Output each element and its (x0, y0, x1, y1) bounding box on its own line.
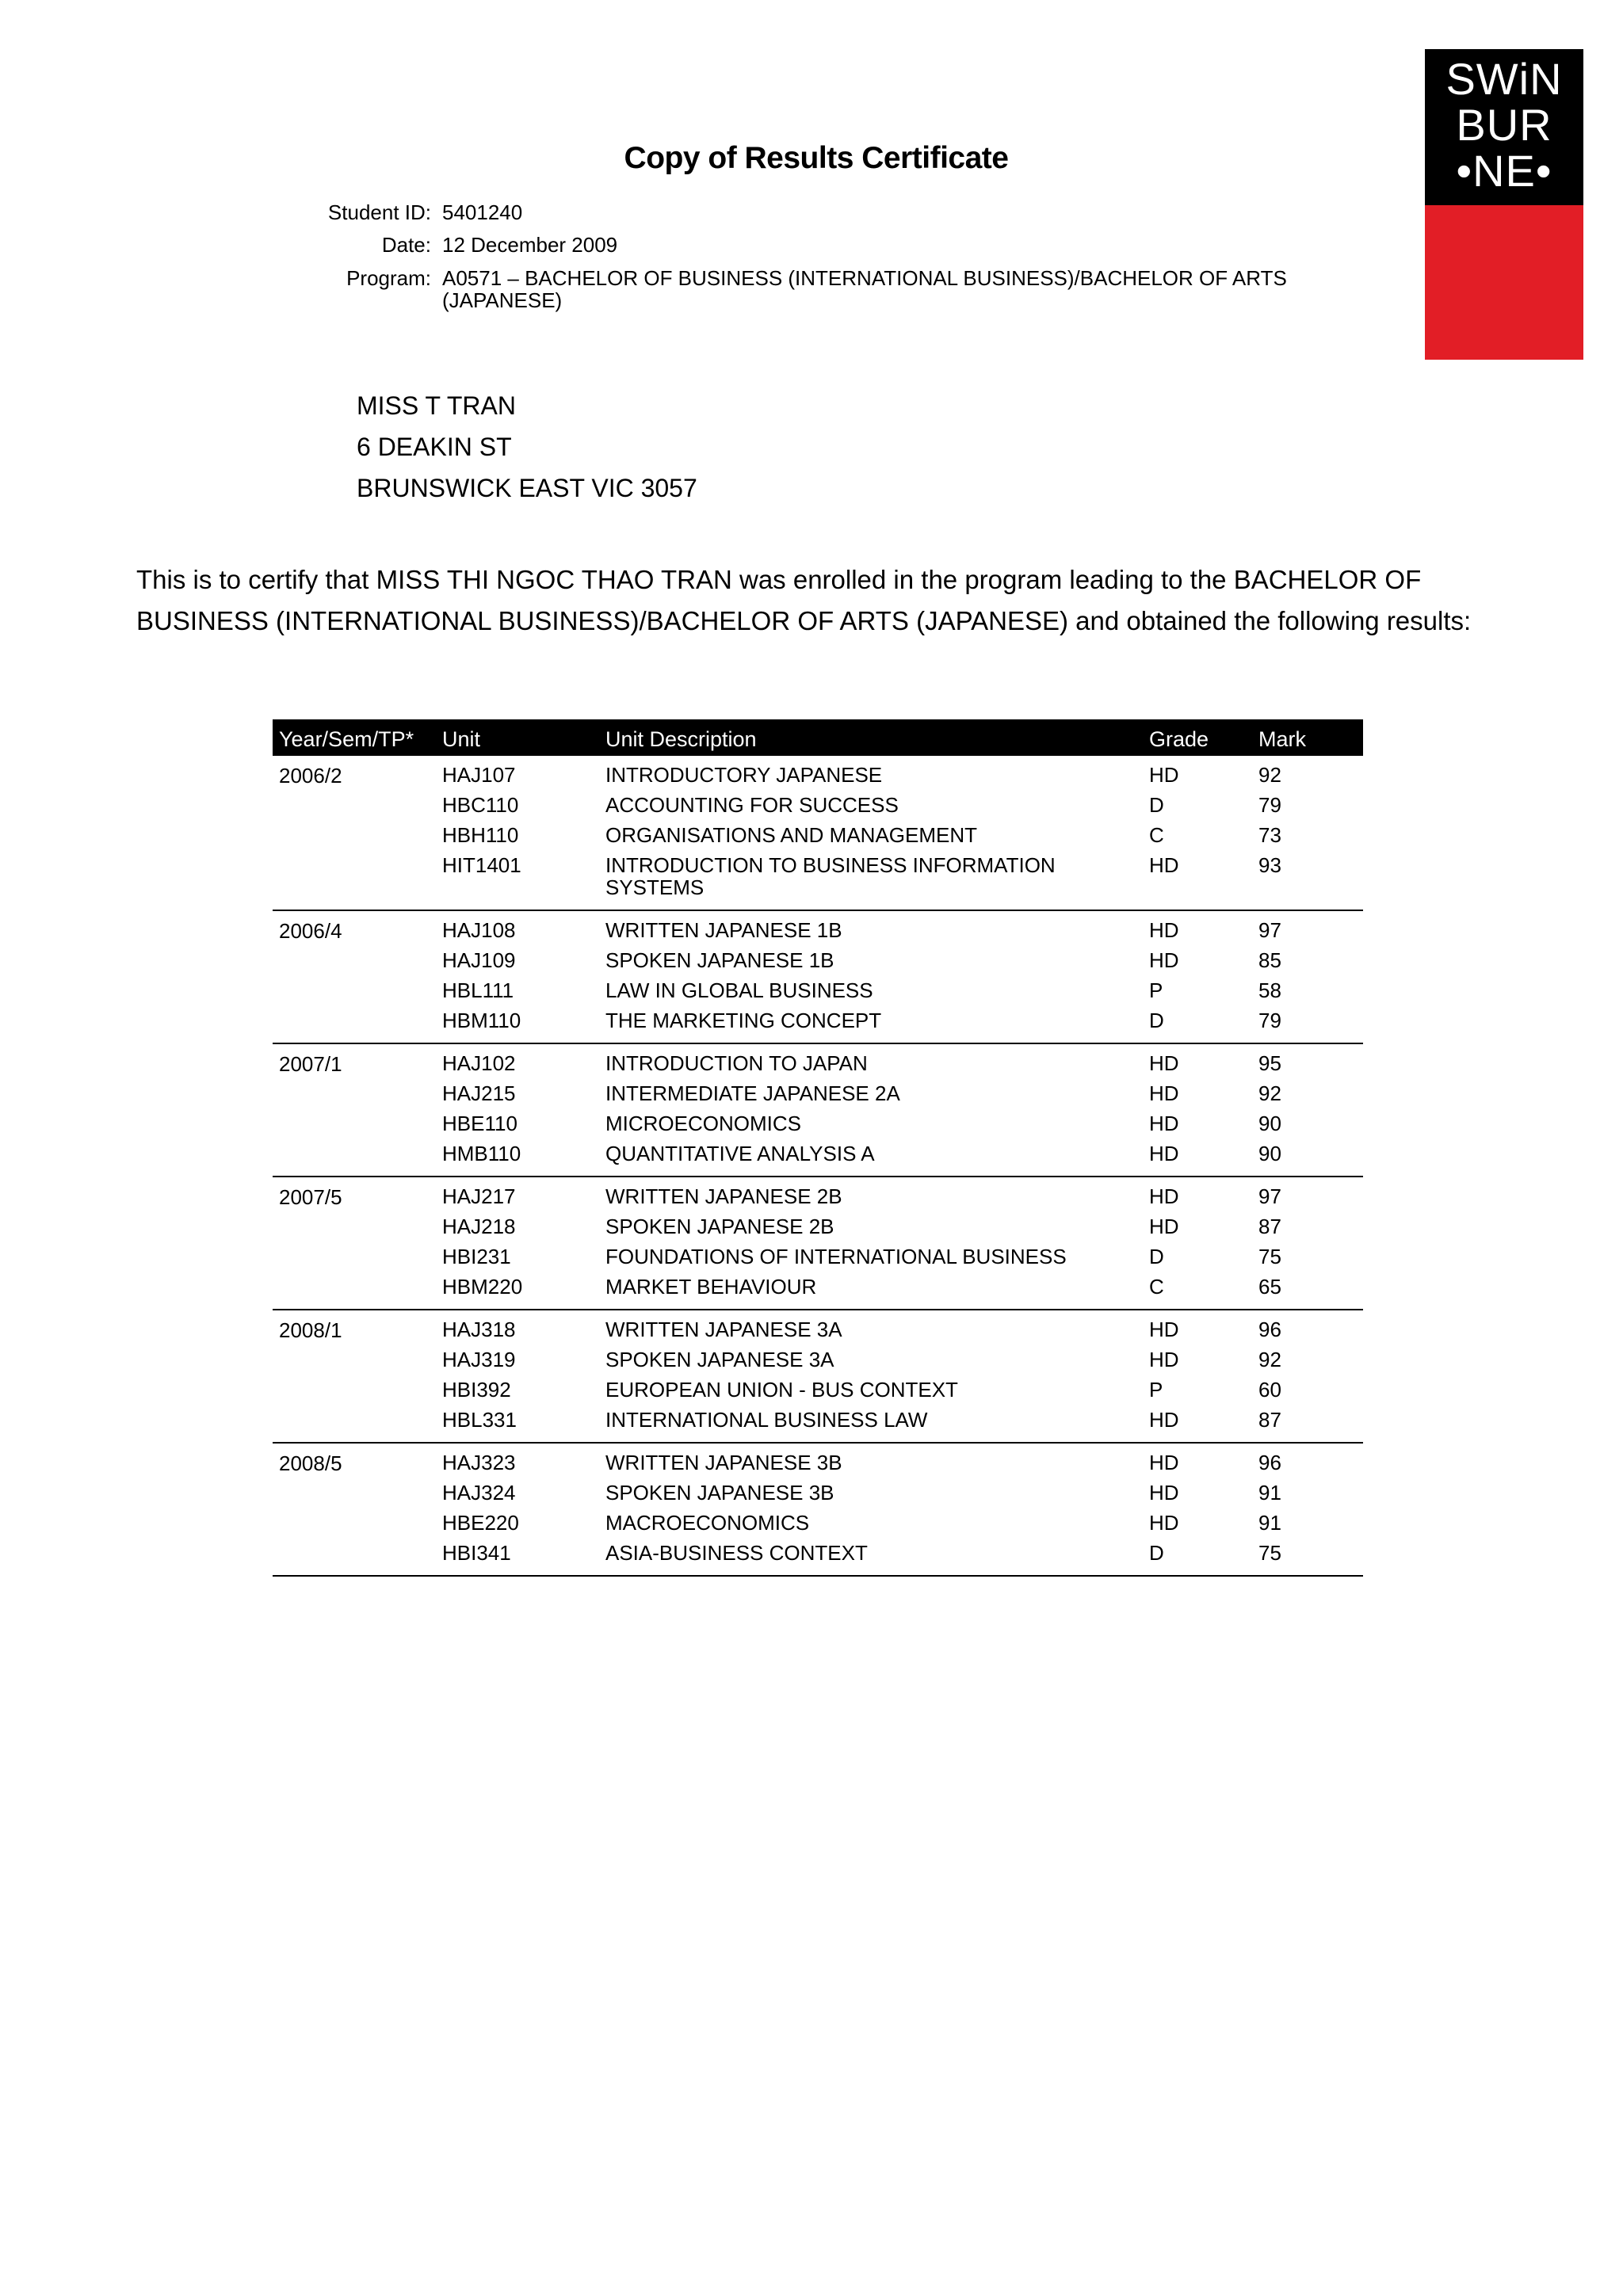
swinburne-logo (1425, 49, 1583, 360)
unit-description: INTRODUCTORY JAPANESE (605, 763, 883, 787)
period-label: 2006/2 (279, 764, 342, 788)
table-row (273, 1318, 1363, 1341)
unit-code: HBC110 (442, 793, 519, 817)
student-id-value: 5401240 (442, 200, 523, 224)
grade-value: HD (1149, 1142, 1179, 1165)
program-label: Program: (346, 266, 431, 290)
program-value: A0571 – BACHELOR OF BUSINESS (INTERNATIONAL BUSINESS)/BACHELOR OF ARTS (JAPANESE) (442, 266, 1287, 312)
grade-value: HD (1149, 918, 1179, 942)
table-row (273, 1082, 1363, 1104)
results-period-group (273, 1044, 1363, 1177)
period-label: 2008/1 (279, 1318, 342, 1342)
mark-value: 93 (1258, 853, 1281, 877)
unit-code: HBI231 (442, 1245, 511, 1268)
table-row (273, 1009, 1363, 1032)
grade-value: HD (1149, 948, 1179, 972)
period-label: 2008/5 (279, 1451, 342, 1475)
grade-value: HD (1149, 1348, 1179, 1371)
unit-code: HIT1401 (442, 853, 521, 877)
logo-text-line-1: SWiN (1445, 54, 1563, 104)
grade-value: HD (1149, 1215, 1179, 1238)
unit-description: WRITTEN JAPANESE 2B (605, 1184, 842, 1208)
unit-description: LAW IN GLOBAL BUSINESS (605, 978, 873, 1002)
results-table (273, 719, 1363, 1577)
unit-description: INTRODUCTION TO BUSINESS INFORMATION SYSTEMS (605, 853, 1056, 899)
unit-code: HAJ324 (442, 1481, 516, 1505)
unit-description: ACCOUNTING FOR SUCCESS (605, 793, 899, 817)
unit-code: HBE110 (442, 1112, 517, 1135)
table-row (273, 1451, 1363, 1474)
period-label: 2007/5 (279, 1185, 342, 1209)
mark-value: 96 (1258, 1318, 1281, 1341)
results-period-group (273, 1310, 1363, 1444)
grade-value: HD (1149, 1051, 1179, 1075)
unit-code: HBM220 (442, 1275, 523, 1299)
unit-description: WRITTEN JAPANESE 3A (605, 1318, 842, 1341)
mark-value: 95 (1258, 1051, 1281, 1075)
grade-value: D (1149, 793, 1164, 817)
table-row (273, 1276, 1363, 1298)
results-table-header (273, 719, 1363, 756)
period-label: 2006/4 (279, 919, 342, 943)
unit-code: HAJ318 (442, 1318, 516, 1341)
table-row (273, 949, 1363, 971)
grade-value: D (1149, 1009, 1164, 1032)
unit-description: SPOKEN JAPANESE 1B (605, 948, 834, 972)
table-row (273, 1185, 1363, 1207)
table-row (273, 919, 1363, 941)
address-locality: BRUNSWICK EAST VIC 3057 (357, 474, 697, 502)
grade-value: HD (1149, 1408, 1179, 1432)
unit-code: HAJ323 (442, 1451, 516, 1474)
logo-red-panel (1425, 205, 1583, 360)
mark-value: 87 (1258, 1215, 1281, 1238)
certification-statement: This is to certify that MISS THI NGOC THAO TRAN was enrolled in the program leading to the BACHELOR OF BUSINESS (INTERNATIONAL BUSINESS)/BACHELOR OF ARTS (JAPANESE) and obtained the following results: (136, 565, 1472, 635)
period-label: 2007/1 (279, 1052, 342, 1076)
results-period-group (273, 1444, 1363, 1577)
unit-description: FOUNDATIONS OF INTERNATIONAL BUSINESS (605, 1245, 1067, 1268)
student-id-label: Student ID: (327, 200, 431, 224)
results-period-group (273, 1177, 1363, 1310)
unit-code: HAJ319 (442, 1348, 516, 1371)
logo-text-line-3: •NE• (1456, 146, 1552, 196)
unit-description: MACROECONOMICS (605, 1511, 810, 1535)
unit-description: MICROECONOMICS (605, 1112, 801, 1135)
results-period-group (273, 911, 1363, 1044)
mark-value: 85 (1258, 948, 1281, 972)
unit-description: SPOKEN JAPANESE 2B (605, 1215, 834, 1238)
grade-value: D (1149, 1245, 1164, 1268)
table-row (273, 1409, 1363, 1431)
mark-value: 90 (1258, 1112, 1281, 1135)
table-row (273, 794, 1363, 816)
mark-value: 79 (1258, 793, 1281, 817)
unit-code: HBE220 (442, 1511, 519, 1535)
unit-code: HBM110 (442, 1009, 521, 1032)
header-mark: Mark (1258, 727, 1306, 751)
results-period-group (273, 756, 1363, 911)
unit-description: ORGANISATIONS AND MANAGEMENT (605, 823, 978, 847)
mark-value: 91 (1258, 1511, 1281, 1535)
table-row (273, 1348, 1363, 1371)
table-row (273, 1142, 1363, 1165)
unit-description: ASIA-BUSINESS CONTEXT (605, 1541, 868, 1565)
unit-description: INTERNATIONAL BUSINESS LAW (605, 1408, 928, 1432)
unit-description: THE MARKETING CONCEPT (605, 1009, 882, 1032)
mark-value: 92 (1258, 763, 1281, 787)
table-row (273, 1512, 1363, 1534)
mark-value: 97 (1258, 1184, 1281, 1208)
table-row (273, 1542, 1363, 1564)
header-year: Year/Sem/TP* (279, 727, 414, 751)
mark-value: 60 (1258, 1378, 1281, 1402)
unit-code: HAJ217 (442, 1184, 516, 1208)
mark-value: 75 (1258, 1245, 1281, 1268)
table-row (273, 1245, 1363, 1268)
mark-value: 91 (1258, 1481, 1281, 1505)
unit-code: HAJ108 (442, 918, 516, 942)
grade-value: HD (1149, 853, 1179, 877)
mark-value: 65 (1258, 1275, 1281, 1299)
mark-value: 73 (1258, 823, 1281, 847)
table-row (273, 1379, 1363, 1401)
unit-code: HBL111 (442, 978, 514, 1002)
unit-description: WRITTEN JAPANESE 3B (605, 1451, 842, 1474)
unit-description: QUANTITATIVE ANALYSIS A (605, 1142, 875, 1165)
mark-value: 75 (1258, 1541, 1281, 1565)
unit-code: HAJ107 (442, 763, 516, 787)
address-name: MISS T TRAN (357, 391, 516, 420)
results-table-body (273, 756, 1363, 1577)
unit-description: MARKET BEHAVIOUR (605, 1275, 817, 1299)
mark-value: 97 (1258, 918, 1281, 942)
grade-value: HD (1149, 1112, 1179, 1135)
grade-value: HD (1149, 1318, 1179, 1341)
unit-code: HBH110 (442, 823, 519, 847)
grade-value: HD (1149, 1081, 1179, 1105)
unit-code: HMB110 (442, 1142, 521, 1165)
grade-value: HD (1149, 1481, 1179, 1505)
table-row (273, 1482, 1363, 1504)
header-description: Unit Description (605, 727, 757, 751)
mark-value: 79 (1258, 1009, 1281, 1032)
unit-code: HBL331 (442, 1408, 517, 1432)
unit-code: HAJ215 (442, 1081, 516, 1105)
table-row (273, 764, 1363, 786)
grade-value: HD (1149, 1511, 1179, 1535)
table-row (273, 1052, 1363, 1074)
table-row (273, 854, 1363, 898)
unit-description: EUROPEAN UNION - BUS CONTEXT (605, 1378, 958, 1402)
unit-description: INTERMEDIATE JAPANESE 2A (605, 1081, 900, 1105)
mark-value: 92 (1258, 1348, 1281, 1371)
address-street: 6 DEAKIN ST (357, 433, 512, 461)
grade-value: P (1149, 1378, 1163, 1402)
mark-value: 92 (1258, 1081, 1281, 1105)
grade-value: D (1149, 1541, 1164, 1565)
mark-value: 87 (1258, 1408, 1281, 1432)
grade-value: C (1149, 1275, 1164, 1299)
mark-value: 96 (1258, 1451, 1281, 1474)
mark-value: 58 (1258, 978, 1281, 1002)
unit-description: SPOKEN JAPANESE 3B (605, 1481, 834, 1505)
table-row (273, 1215, 1363, 1238)
grade-value: HD (1149, 1184, 1179, 1208)
date-label: Date: (381, 233, 431, 257)
unit-description: SPOKEN JAPANESE 3A (605, 1348, 834, 1371)
table-row (273, 824, 1363, 846)
mark-value: 90 (1258, 1142, 1281, 1165)
table-row (273, 1112, 1363, 1135)
unit-code: HBI392 (442, 1378, 511, 1402)
date-value: 12 December 2009 (442, 233, 618, 257)
header-grade: Grade (1149, 727, 1209, 751)
certificate-title: Copy of Results Certificate (624, 141, 1009, 175)
grade-value: HD (1149, 1451, 1179, 1474)
unit-description: WRITTEN JAPANESE 1B (605, 918, 842, 942)
unit-code: HBI341 (442, 1541, 511, 1565)
table-row (273, 979, 1363, 1001)
logo-text-line-2: BUR (1456, 100, 1552, 150)
grade-value: P (1149, 978, 1163, 1002)
grade-value: HD (1149, 763, 1179, 787)
unit-description: INTRODUCTION TO JAPAN (605, 1051, 868, 1075)
header-unit: Unit (442, 727, 481, 751)
unit-code: HAJ102 (442, 1051, 516, 1075)
grade-value: C (1149, 823, 1164, 847)
unit-code: HAJ218 (442, 1215, 516, 1238)
unit-code: HAJ109 (442, 948, 516, 972)
